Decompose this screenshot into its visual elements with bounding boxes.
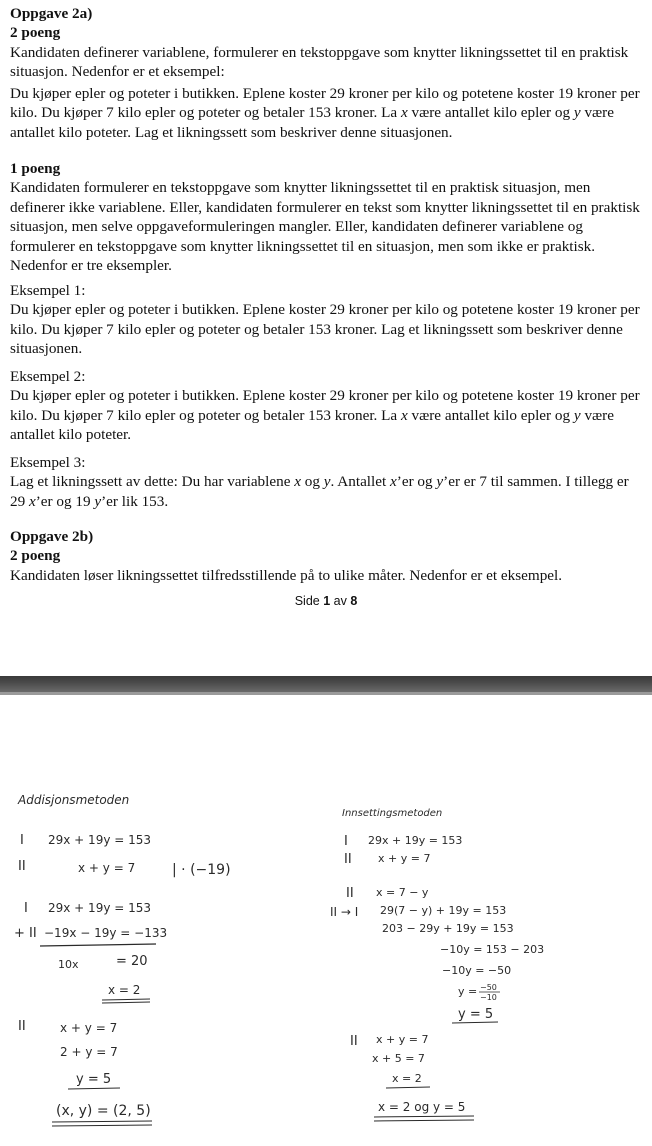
example-2-text-1: Du kjøper epler og poteter i butikken. Eplene koster 29 kroner per kilo og potetene koster 19 kroner per kilo. Du kjøper 7 kilo epler og poteter og betaler 153 kroner. La <box>10 387 640 424</box>
footer-middle: av <box>330 594 351 608</box>
left-eq2-label: II <box>18 859 26 874</box>
task-2b-heading: Oppgave 2b) <box>10 528 94 545</box>
example-2-text-3: være antallet kilo poteter. <box>10 406 614 444</box>
right-iso: x = 7 − y <box>376 886 429 899</box>
footer-prefix: Side <box>294 594 324 608</box>
var-y: y <box>94 492 102 510</box>
left-final: (x, y) = (2, 5) <box>56 1103 151 1119</box>
example-3-label: Eksempel 3: <box>10 454 86 471</box>
page-divider <box>0 676 652 692</box>
example-3-text: ’er er 7 til sammen. I tillegg er 29 <box>10 473 629 510</box>
left-sum-result-lhs: 10x <box>58 958 79 971</box>
var-x: x <box>28 492 36 510</box>
right-sub-5-num: −50 <box>480 983 497 992</box>
footer-page-total: 8 <box>350 594 358 608</box>
left-final-underline-1 <box>52 1121 152 1122</box>
task-2b-points-label: 2 poeng <box>10 547 61 565</box>
points-1-section <box>10 159 640 275</box>
right-iso-label: II <box>346 886 354 901</box>
left-eq1: 29x + 19y = 153 <box>48 833 152 847</box>
right-back-1: x + y = 7 <box>376 1033 429 1046</box>
right-y-underline <box>452 1022 498 1023</box>
left-multiplier: | · (−19) <box>172 862 231 878</box>
right-x-result: x = 2 <box>392 1072 422 1085</box>
task-2b-section <box>10 527 640 585</box>
right-sub-4: −10y = −50 <box>442 964 512 977</box>
right-sub-1: 29(7 − y) + 19y = 153 <box>380 904 507 917</box>
left-title: Addisjonsmetoden <box>18 793 130 807</box>
left-x-underline-1 <box>102 999 150 1000</box>
example-1-label: Eksempel 1: <box>10 282 86 299</box>
left-sub-label: II <box>18 1019 26 1034</box>
right-title: Innsettingsmetoden <box>342 808 443 819</box>
example-2-label: Eksempel 2: <box>10 368 86 385</box>
example-3-text: Lag et likningssett av dette: Du har variablene <box>10 473 295 491</box>
right-sub-5-den: −10 <box>480 993 497 1002</box>
right-x-underline <box>386 1087 430 1088</box>
right-eq1-label: I <box>344 834 348 849</box>
points-2-label: 2 poeng <box>10 24 61 42</box>
example-text-2: være antallet kilo epler og <box>407 104 574 122</box>
left-y-result: y = 5 <box>76 1072 112 1087</box>
example-3 <box>10 453 640 511</box>
handwritten-solution <box>0 692 652 1146</box>
var-y: y <box>573 104 581 122</box>
right-back-2: x + 5 = 7 <box>372 1052 425 1065</box>
example-3-text: . Antallet <box>330 473 391 491</box>
var-y: y <box>323 473 331 491</box>
left-x-underline-2 <box>102 1002 150 1003</box>
right-final: x = 2 og y = 5 <box>378 1100 466 1114</box>
example-main <box>10 84 640 142</box>
right-sub-3: −10y = 153 − 203 <box>440 943 545 956</box>
var-x: x <box>390 473 397 491</box>
example-3-text: ’er og 19 <box>35 492 95 510</box>
right-sub-5-lhs: y = <box>458 985 478 998</box>
example-2-text-2: være antallet kilo epler og <box>407 406 574 424</box>
right-sub-2: 203 − 29y + 19y = 153 <box>382 922 514 935</box>
task-2a-heading: Oppgave 2a) <box>10 5 93 22</box>
left-sub-1: x + y = 7 <box>60 1021 118 1035</box>
left-sum-line <box>40 944 156 946</box>
footer-page-number: 1 <box>323 594 331 608</box>
task-2b-description: Kandidaten løser likningssettet tilfredsstillende på to ulike måter. Nedenfor er et eksempel. <box>10 566 563 584</box>
var-x: x <box>400 406 408 424</box>
points-1-description: Kandidaten formulerer en tekstoppgave som knytter likningssettet til en praktisk situasjon, men definerer ikke variablene. Eller, kandidaten formulerer en tekst som knytter likningssettet til en praktisk situasjon, men selve oppgaveformuleringen mangler. Eller, kandidaten definerer variablene og formulerer en tekstoppgave som knytter likningssettet til en situasjon, men som ikke er praktisk. Nedenfor er tre eksempler. <box>10 179 640 275</box>
right-sub-label: II → I <box>330 905 359 919</box>
var-y: y <box>436 473 444 491</box>
left-eq2: x + y = 7 <box>78 861 136 875</box>
example-3-text: ’er og <box>396 473 437 491</box>
left-y-underline <box>68 1088 120 1089</box>
right-final-underline-2 <box>374 1120 474 1121</box>
right-eq2: x + y = 7 <box>378 852 431 865</box>
example-1-text: Du kjøper epler og poteter i butikken. Eplene koster 29 kroner per kilo og potetene koster 19 kroner per kilo. Du kjøper 7 kilo epler og poteter og betaler 153 kroner. Lag et likningssett som beskriver denne situasjonen. <box>10 301 640 358</box>
right-final-underline-1 <box>374 1116 474 1117</box>
right-eq2-label: II <box>344 852 352 867</box>
left-sum-result-rhs: = 20 <box>116 954 148 969</box>
left-sum-eq2: −19x − 19y = −133 <box>44 926 168 940</box>
left-sum-eq1-label: I <box>24 901 28 916</box>
example-text-3: være antallet kilo poteter. Lag et likningssett som beskriver denne situasjonen. <box>10 104 614 141</box>
points-1-label: 1 poeng <box>10 160 61 177</box>
example-text-1: Du kjøper epler og poteter i butikken. Eplene koster 29 kroner per kilo og potetene koster 19 kroner per kilo. Du kjøper 7 kilo epler og poteter og betaler 153 kroner. La <box>10 85 640 122</box>
left-sum-eq1: 29x + 19y = 153 <box>48 901 152 915</box>
var-x: x <box>400 104 408 122</box>
right-eq1: 29x + 19y = 153 <box>368 834 463 847</box>
example-3-text: ’er lik 153. <box>101 492 169 510</box>
example-1 <box>10 281 640 359</box>
left-sum-eq2-label: + II <box>14 926 37 941</box>
left-final-underline-2 <box>52 1125 152 1126</box>
left-eq1-label: I <box>20 833 24 848</box>
right-y-result: y = 5 <box>458 1007 494 1022</box>
var-y: y <box>573 406 581 424</box>
left-x-result: x = 2 <box>108 983 141 997</box>
right-back-label: II <box>350 1034 358 1049</box>
example-3-text: og <box>301 473 324 491</box>
left-sub-2: 2 + y = 7 <box>60 1045 118 1059</box>
page-footer <box>0 594 652 608</box>
example-2 <box>10 367 640 445</box>
points-2-description: Kandidaten definerer variablene, formulerer en tekstoppgave som knytter likningssettet til en praktisk situasjon. Nedenfor er et eksempel: <box>10 43 629 81</box>
var-x: x <box>294 473 301 491</box>
task-2a-section <box>10 4 640 82</box>
